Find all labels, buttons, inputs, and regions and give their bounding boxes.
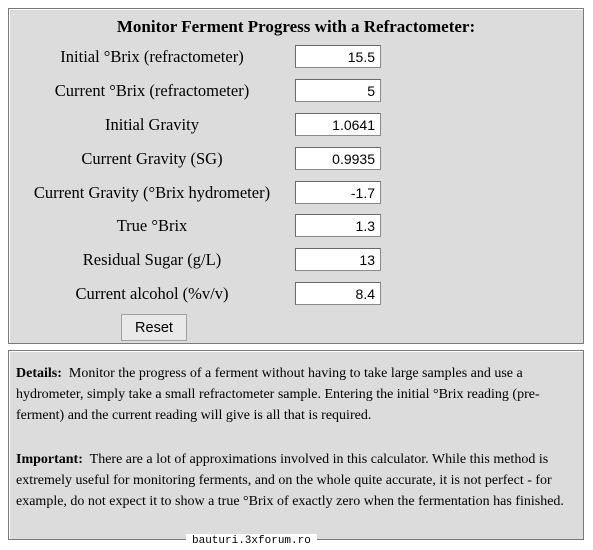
reset-button[interactable]: Reset — [121, 314, 187, 341]
row-current-gravity-sg — [9, 146, 583, 172]
refractometer-calculator-panel — [8, 8, 584, 344]
current-alcohol-label: Current alcohol (%v/v) — [75, 284, 229, 303]
current-gravity-brix-hydrometer-input[interactable] — [295, 181, 381, 204]
row-current-alcohol — [9, 281, 583, 307]
site-watermark: bauturi.3xforum.ro — [186, 534, 317, 548]
row-current-brix — [9, 78, 583, 104]
row-residual-sugar — [9, 247, 583, 273]
residual-sugar-label: Residual Sugar (g/L) — [82, 250, 222, 269]
important-heading: Important: — [16, 452, 83, 467]
row-initial-gravity — [9, 112, 583, 138]
row-current-gravity-brix-hydrometer — [9, 180, 583, 206]
current-brix-label: Current °Brix (refractometer) — [54, 81, 250, 100]
details-text: Monitor the progress of a ferment without having to take large samples and use a hydrometer, simply take a small refractometer sample. Entering the initial °Brix reading (pre-ferment) and the current reading will give is all that is required. — [16, 366, 540, 423]
current-gravity-sg-label: Current Gravity (SG) — [81, 149, 223, 168]
current-gravity-sg-input[interactable] — [295, 147, 381, 170]
info-panel — [8, 350, 584, 540]
true-brix-label: True °Brix — [116, 216, 188, 235]
initial-brix-input[interactable] — [295, 45, 381, 68]
details-paragraph — [16, 363, 578, 426]
initial-brix-label: Initial °Brix (refractometer) — [60, 47, 244, 66]
calculator-title: Monitor Ferment Progress with a Refractometer: — [116, 17, 476, 36]
initial-gravity-input[interactable] — [295, 113, 381, 136]
true-brix-input[interactable] — [295, 214, 381, 237]
initial-gravity-label: Initial Gravity — [105, 115, 199, 134]
important-text: There are a lot of approximations involved in this calculator. While this method is extremely useful for monitoring ferments, and on the whole quite accurate, it is not perfect - for example, do not expect it to show a true °Brix of exactly zero when the fermentation has finished. — [16, 452, 564, 509]
current-alcohol-input[interactable] — [295, 282, 381, 305]
row-true-brix — [9, 213, 583, 239]
row-initial-brix — [9, 44, 583, 70]
current-brix-input[interactable] — [295, 79, 381, 102]
current-gravity-brix-hydrometer-label: Current Gravity (°Brix hydrometer) — [33, 183, 271, 202]
residual-sugar-input[interactable] — [295, 248, 381, 271]
important-paragraph — [16, 449, 578, 512]
details-heading: Details: — [16, 366, 62, 381]
